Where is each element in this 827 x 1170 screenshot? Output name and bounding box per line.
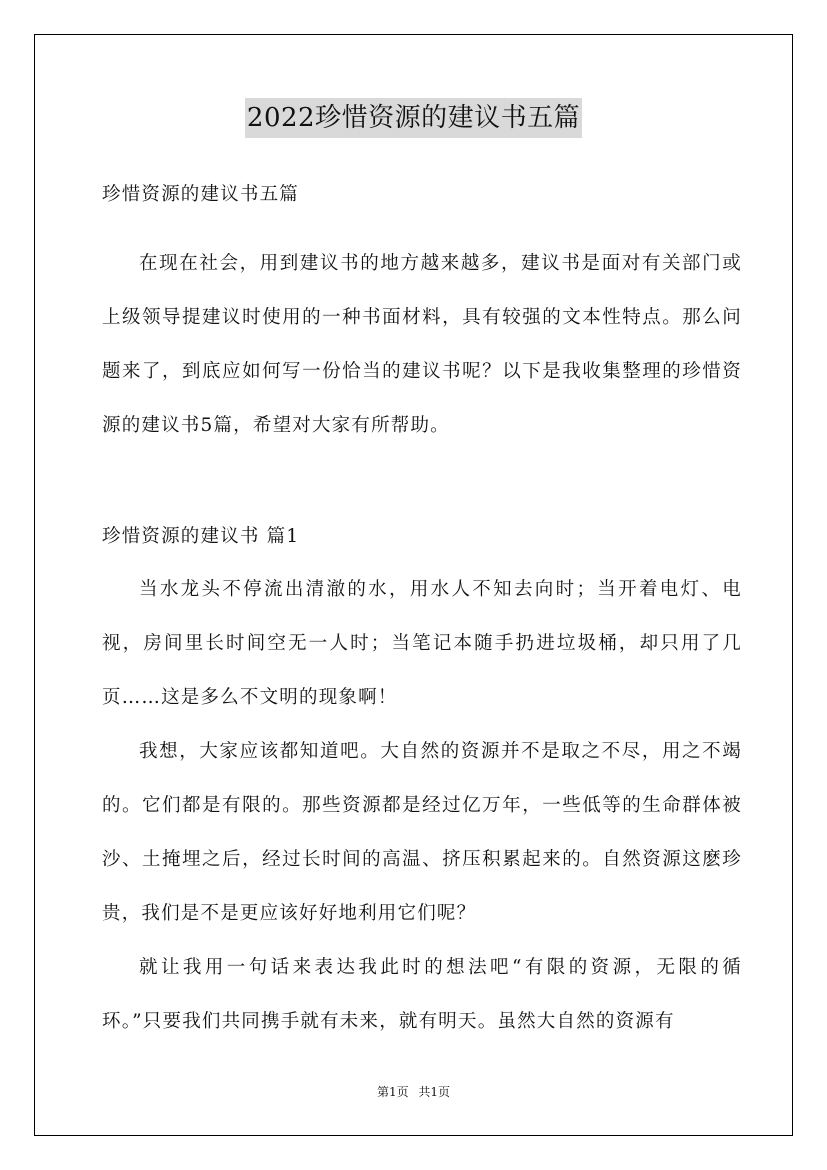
section1-heading: 珍惜资源的建议书 篇1	[102, 526, 300, 547]
document-body	[102, 177, 742, 1049]
spacer	[102, 555, 742, 563]
page-total: 共1页	[418, 1085, 451, 1099]
section1-paragraph-2: 我想，大家应该都知道吧。大自然的资源并不是取之不尽，用之不竭的。它们都是有限的。那些资源都是经过亿万年，一些低等的生命群体被沙、土掩埋之后，经过长时间的高温、挤压积累起来的。自然资源这麽珍贵，我们是不是更应该好好地利用它们呢？	[102, 741, 742, 924]
page-number: 第1页	[376, 1085, 409, 1099]
intro-heading: 珍惜资源的建议书五篇	[102, 184, 300, 205]
section1-paragraph-1: 当水龙头不停流出清澈的水，用水人不知去向时；当开着电灯、电视，房间里长时间空无一人时；当笔记本随手扔进垃圾桶，却只用了几页……这是多么不文明的现象啊！	[102, 579, 742, 708]
spacer	[102, 213, 742, 237]
intro-paragraph: 在现在社会，用到建议书的地方越来越多，建议书是面对有关部门或上级领导提建议时使用的一种书面材料，具有较强的文本性特点。那么问题来了，到底应如何写一份恰当的建议书呢？以下是我收集整理的珍惜资源的建议书5篇，希望对大家有所帮助。	[102, 253, 742, 436]
section1-paragraph-3: 就让我用一句话来表达我此时的想法吧“有限的资源，无限的循环。”只要我们共同携手就有未来，就有明天。虽然大自然的资源有	[102, 957, 742, 1032]
document-title: 2022珍惜资源的建议书五篇	[245, 98, 582, 138]
title-container	[0, 98, 827, 138]
spacer	[102, 453, 742, 519]
page-footer	[0, 1083, 827, 1101]
